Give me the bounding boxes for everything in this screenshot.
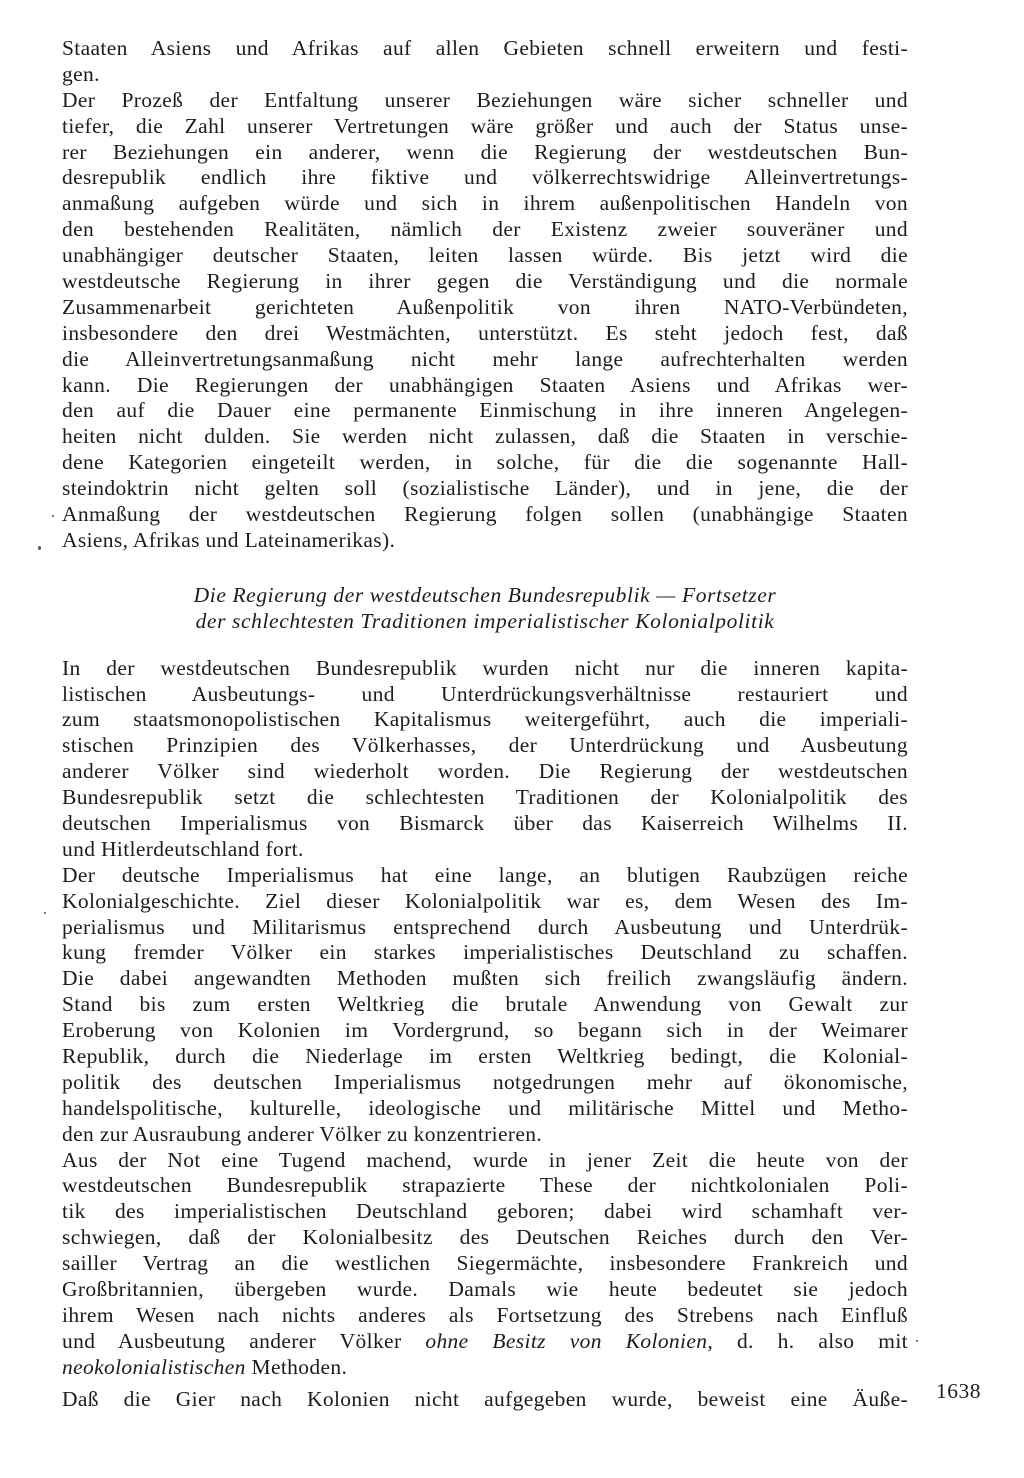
text-line: Stand bis zum ersten Weltkrieg die brutale Anwendung von Gewalt zur <box>62 992 908 1017</box>
text-line: zum staatsmonopolistischen Kapitalismus weitergeführt, auch die imperiali- <box>62 707 908 732</box>
text-line: kann. Die Regierungen der unabhängigen Staaten Asiens und Afrikas wer- <box>62 372 908 397</box>
page-text <box>62 36 908 1412</box>
text-line: Anmaßung der westdeutschen Regierung folgen sollen (unabhängige Staaten <box>62 502 908 527</box>
paragraph <box>62 1148 908 1381</box>
text-line: schwiegen, daß der Kolonialbesitz des Deutschen Reiches durch den Ver- <box>62 1225 908 1250</box>
text-line: Republik, durch die Niederlage im ersten Weltkrieg bedingt, die Kolonial- <box>62 1043 908 1068</box>
section-heading-line-1: Die Regierung der westdeutschen Bundesrepublik — Fortsetzer <box>193 582 777 607</box>
text-line: kung fremder Völker ein starkes imperialistisches Deutschland zu schaffen. <box>62 940 908 965</box>
text-line: insbesondere den drei Westmächten, unterstützt. Es steht jedoch fest, daß <box>62 320 908 345</box>
text-line: politik des deutschen Imperialismus notgedrungen mehr auf ökonomische, <box>62 1069 908 1094</box>
text-line: und Hitlerdeutschland fort. <box>62 836 304 861</box>
text-line: tiefer, die Zahl unserer Vertretungen wäre größer und auch der Status unse- <box>62 113 908 138</box>
emphasis-text: ohne Besitz von Kolonien, <box>425 1328 714 1353</box>
section-heading-line-2: der schlechtesten Traditionen imperialistischer Kolonialpolitik <box>195 608 775 633</box>
text-line: unabhängiger deutscher Staaten, leiten lassen würde. Bis jetzt wird die <box>62 243 908 268</box>
text-line: Aus der Not eine Tugend machend, wurde in jener Zeit die heute von der <box>62 1147 908 1172</box>
text-line: den auf die Dauer eine permanente Einmischung in ihre inneren Angelegen- <box>62 398 908 423</box>
text-line: den bestehenden Realitäten, nämlich der Existenz zweier souveräner und <box>62 217 908 242</box>
paragraph <box>62 36 908 88</box>
scan-speck <box>916 1340 918 1342</box>
text-line: sailler Vertrag an die westlichen Siegermächte, insbesondere Frankreich und <box>62 1251 908 1276</box>
text-line: anderer Völker sind wiederholt worden. Die Regierung der westdeutschen <box>62 759 908 784</box>
text-line: Staaten Asiens und Afrikas auf allen Gebieten schnell erweitern und festi- <box>62 36 908 60</box>
text-line: handelspolitische, kulturelle, ideologische und militärische Mittel und Metho- <box>62 1095 908 1120</box>
text-line: Zusammenarbeit gerichteten Außenpolitik von ihren NATO-Verbündeten, <box>62 294 908 319</box>
text-line: Daß die Gier nach Kolonien nicht aufgegeben wurde, beweist eine Äuße- <box>62 1386 908 1411</box>
text-line: Eroberung von Kolonien im Vordergrund, so begann sich in der Weimarer <box>62 1018 908 1043</box>
page-number: 1638 <box>936 1379 981 1403</box>
text-line: Die dabei angewandten Methoden mußten sich freilich zwangsläufig ändern. <box>62 966 908 991</box>
text-line: ihrem Wesen nach nichts anderes als Fortsetzung des Strebens nach Einfluß <box>62 1302 908 1327</box>
section-heading <box>62 583 908 635</box>
scan-speck <box>52 515 54 517</box>
text-line: westdeutsche Regierung in ihrer gegen die Verständigung und die normale <box>62 269 908 294</box>
text-line <box>62 1355 908 1381</box>
text-line: westdeutschen Bundesrepublik strapazierte These der nichtkolonialen Poli- <box>62 1173 908 1198</box>
text-line: Der Prozeß der Entfaltung unserer Beziehungen wäre sicher schneller und <box>62 87 908 112</box>
scan-speck <box>38 546 41 550</box>
text-line: deutschen Imperialismus von Bismarck über das Kaiserreich Wilhelms II. <box>62 810 908 835</box>
text-line: anmaßung aufgeben würde und sich in ihrem außenpolitischen Handeln von <box>62 191 908 216</box>
text-line: gen. <box>62 61 100 86</box>
text-line: heiten nicht dulden. Sie werden nicht zulassen, daß die Staaten in verschie- <box>62 424 908 449</box>
text-line: listischen Ausbeutungs- und Unterdrückungsverhältnisse restauriert und <box>62 681 908 706</box>
text-line: rer Beziehungen ein anderer, wenn die Regierung der westdeutschen Bun- <box>62 139 908 164</box>
text-line: dene Kategorien eingeteilt werden, in solche, für die die sogenannte Hall- <box>62 450 908 475</box>
text-line: perialismus und Militarismus entsprechend durch Ausbeutung und Unterdrük- <box>62 914 908 939</box>
paragraph <box>62 1387 908 1413</box>
text-run: und Ausbeutung anderer Völker <box>62 1328 426 1353</box>
text-line: die Alleinvertretungsanmaßung nicht mehr lange aufrechterhalten werden <box>62 346 908 371</box>
text-line: Kolonialgeschichte. Ziel dieser Kolonialpolitik war es, dem Wesen des Im- <box>62 888 908 913</box>
emphasis-text: neokolonialistischen <box>62 1354 246 1379</box>
text-line: stischen Prinzipien des Völkerhasses, der Unterdrückung und Ausbeutung <box>62 733 908 758</box>
paragraph <box>62 88 908 554</box>
text-line: steindoktrin nicht gelten soll (sozialistische Länder), und in jene, die der <box>62 476 908 501</box>
text-line: Asiens, Afrikas und Lateinamerikas). <box>62 527 396 552</box>
text-line: desrepublik endlich ihre fiktive und völkerrechtswidrige Alleinvertretungs- <box>62 165 908 190</box>
paragraph <box>62 863 908 1148</box>
text-line: Bundesrepublik setzt die schlechtesten Traditionen der Kolonialpolitik des <box>62 785 908 810</box>
text-line: tik des imperialistischen Deutschland geboren; dabei wird schamhaft ver- <box>62 1199 908 1224</box>
scan-speck <box>44 912 46 914</box>
text-line: Großbritannien, übergeben wurde. Damals wie heute bedeutet sie jedoch <box>62 1277 908 1301</box>
text-line: den zur Ausraubung anderer Völker zu konzentrieren. <box>62 1121 543 1146</box>
text-run: d. h. also mit <box>713 1328 908 1353</box>
text-line: In der westdeutschen Bundesrepublik wurden nicht nur die inneren kapita- <box>62 655 908 680</box>
text-line <box>62 1329 908 1355</box>
paragraph <box>62 656 908 863</box>
text-run: Methoden. <box>245 1354 348 1379</box>
text-line: Der deutsche Imperialismus hat eine lange, an blutigen Raubzügen reiche <box>62 862 908 887</box>
